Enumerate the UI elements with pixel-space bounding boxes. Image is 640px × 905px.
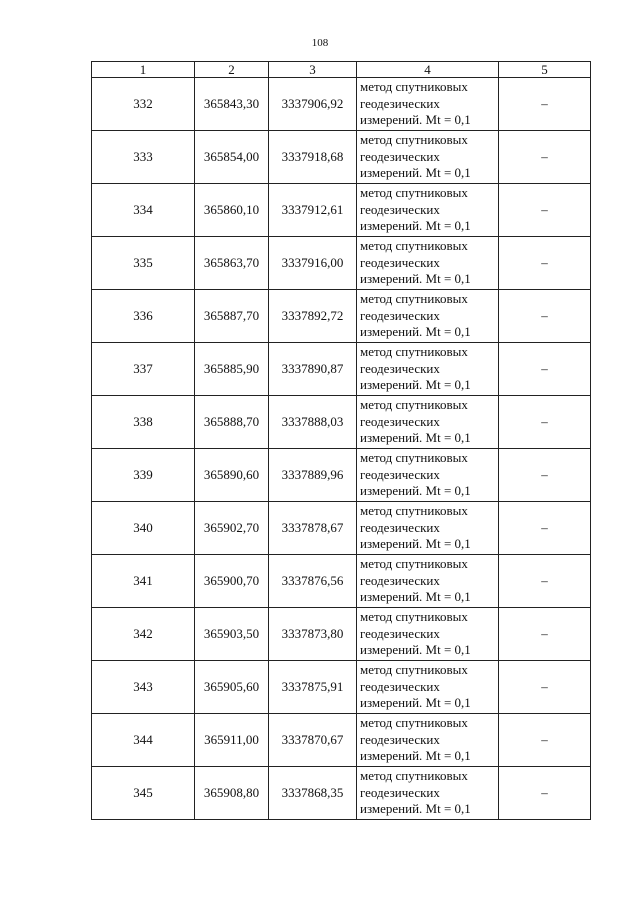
method-cell [357,343,499,396]
column-5-cell: – [499,608,591,661]
point-number-cell: 345 [92,767,195,820]
y-coordinate-cell: 3337888,03 [269,396,357,449]
method-line-3: измерений. Mt = 0,1 [360,165,471,181]
point-number-cell: 332 [92,78,195,131]
method-line-3: измерений. Mt = 0,1 [360,589,471,605]
method-cell [357,661,499,714]
point-number-cell: 339 [92,449,195,502]
method-cell [357,184,499,237]
column-5-cell: – [499,396,591,449]
table-row [92,78,591,131]
method-line-1: метод спутниковых [360,344,468,360]
x-coordinate-cell: 365854,00 [195,131,269,184]
column-header-4: 4 [357,62,499,78]
point-number-cell: 343 [92,661,195,714]
y-coordinate-cell: 3337876,56 [269,555,357,608]
y-coordinate-cell: 3337868,35 [269,767,357,820]
column-5-cell: – [499,237,591,290]
method-line-2: геодезических [360,731,440,747]
method-line-1: метод спутниковых [360,768,468,784]
y-coordinate-cell: 3337892,72 [269,290,357,343]
method-line-1: метод спутниковых [360,185,468,201]
method-cell [357,767,499,820]
y-coordinate-cell: 3337878,67 [269,502,357,555]
method-line-3: измерений. Mt = 0,1 [360,801,471,817]
point-number-cell: 335 [92,237,195,290]
method-line-3: измерений. Mt = 0,1 [360,218,471,234]
point-number-cell: 334 [92,184,195,237]
column-5-cell: – [499,343,591,396]
y-coordinate-cell: 3337906,92 [269,78,357,131]
method-cell [357,555,499,608]
method-cell [357,396,499,449]
column-5-cell: – [499,661,591,714]
method-line-1: метод спутниковых [360,238,468,254]
method-line-2: геодезических [360,572,440,588]
x-coordinate-cell: 365885,90 [195,343,269,396]
table-row [92,290,591,343]
point-number-cell: 333 [92,131,195,184]
method-cell [357,290,499,343]
method-line-1: метод спутниковых [360,503,468,519]
method-line-3: измерений. Mt = 0,1 [360,536,471,552]
point-number-cell: 344 [92,714,195,767]
method-cell [357,608,499,661]
x-coordinate-cell: 365860,10 [195,184,269,237]
method-line-3: измерений. Mt = 0,1 [360,112,471,128]
method-line-2: геодезических [360,466,440,482]
method-line-1: метод спутниковых [360,609,468,625]
method-line-2: геодезических [360,360,440,376]
point-number-cell: 342 [92,608,195,661]
column-5-cell: – [499,502,591,555]
column-5-cell: – [499,131,591,184]
method-line-2: геодезических [360,519,440,535]
column-5-cell: – [499,184,591,237]
x-coordinate-cell: 365863,70 [195,237,269,290]
table-row [92,502,591,555]
method-line-2: геодезических [360,784,440,800]
point-number-cell: 336 [92,290,195,343]
page-number: 108 [311,37,329,49]
table-header-row [92,62,591,78]
method-line-2: геодезических [360,148,440,164]
method-cell [357,714,499,767]
method-line-1: метод спутниковых [360,397,468,413]
table-row [92,184,591,237]
coordinates-table [91,61,591,820]
method-line-1: метод спутниковых [360,556,468,572]
point-number-cell: 340 [92,502,195,555]
table-row [92,343,591,396]
table-row [92,661,591,714]
point-number-cell: 341 [92,555,195,608]
point-number-cell: 338 [92,396,195,449]
table-row [92,131,591,184]
x-coordinate-cell: 365843,30 [195,78,269,131]
table-row [92,767,591,820]
column-header-2: 2 [195,62,269,78]
method-line-3: измерений. Mt = 0,1 [360,695,471,711]
x-coordinate-cell: 365911,00 [195,714,269,767]
x-coordinate-cell: 365887,70 [195,290,269,343]
table-row [92,449,591,502]
y-coordinate-cell: 3337916,00 [269,237,357,290]
x-coordinate-cell: 365902,70 [195,502,269,555]
method-line-3: измерений. Mt = 0,1 [360,377,471,393]
column-5-cell: – [499,714,591,767]
column-header-3: 3 [269,62,357,78]
x-coordinate-cell: 365888,70 [195,396,269,449]
method-line-3: измерений. Mt = 0,1 [360,430,471,446]
y-coordinate-cell: 3337875,91 [269,661,357,714]
method-cell [357,449,499,502]
method-cell [357,237,499,290]
y-coordinate-cell: 3337918,68 [269,131,357,184]
column-header-5: 5 [499,62,591,78]
method-line-2: геодезических [360,307,440,323]
column-5-cell: – [499,449,591,502]
y-coordinate-cell: 3337890,87 [269,343,357,396]
method-line-1: метод спутниковых [360,662,468,678]
column-header-1: 1 [92,62,195,78]
table-row [92,555,591,608]
column-5-cell: – [499,78,591,131]
method-line-2: геодезических [360,201,440,217]
method-line-1: метод спутниковых [360,79,468,95]
method-line-2: геодезических [360,95,440,111]
x-coordinate-cell: 365900,70 [195,555,269,608]
table-row [92,608,591,661]
method-line-3: измерений. Mt = 0,1 [360,483,471,499]
table-row [92,237,591,290]
method-cell [357,78,499,131]
method-line-1: метод спутниковых [360,715,468,731]
method-line-2: геодезических [360,254,440,270]
x-coordinate-cell: 365905,60 [195,661,269,714]
method-line-2: геодезических [360,413,440,429]
y-coordinate-cell: 3337873,80 [269,608,357,661]
x-coordinate-cell: 365890,60 [195,449,269,502]
method-line-2: геодезических [360,678,440,694]
y-coordinate-cell: 3337912,61 [269,184,357,237]
method-cell [357,502,499,555]
column-5-cell: – [499,290,591,343]
method-line-1: метод спутниковых [360,450,468,466]
method-line-3: измерений. Mt = 0,1 [360,748,471,764]
point-number-cell: 337 [92,343,195,396]
method-line-2: геодезических [360,625,440,641]
method-line-3: измерений. Mt = 0,1 [360,324,471,340]
method-line-3: измерений. Mt = 0,1 [360,642,471,658]
column-5-cell: – [499,555,591,608]
method-line-3: измерений. Mt = 0,1 [360,271,471,287]
column-5-cell: – [499,767,591,820]
method-cell [357,131,499,184]
y-coordinate-cell: 3337870,67 [269,714,357,767]
table-row [92,714,591,767]
table-body [92,78,591,820]
method-line-1: метод спутниковых [360,132,468,148]
x-coordinate-cell: 365908,80 [195,767,269,820]
table-row [92,396,591,449]
y-coordinate-cell: 3337889,96 [269,449,357,502]
method-line-1: метод спутниковых [360,291,468,307]
x-coordinate-cell: 365903,50 [195,608,269,661]
